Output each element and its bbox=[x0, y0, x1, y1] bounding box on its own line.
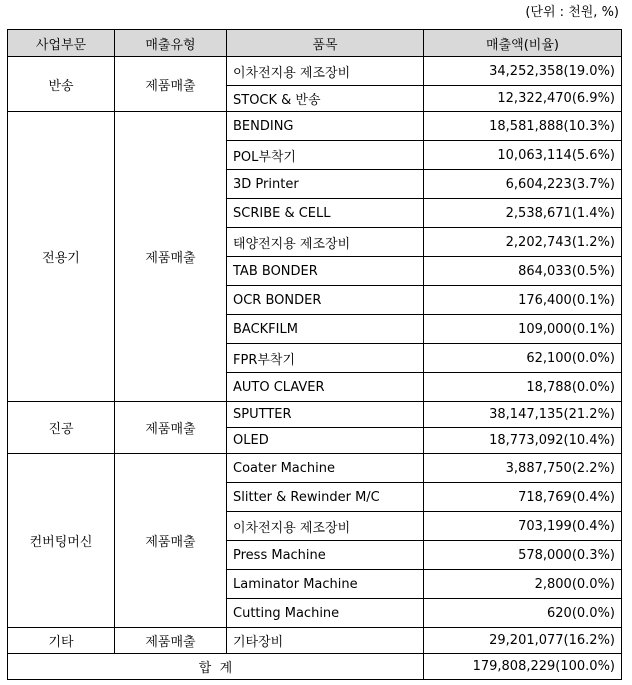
amount-cell: 18,788(0.0%) bbox=[424, 373, 622, 402]
division-cell: 반송 bbox=[8, 57, 115, 112]
division-cell: 기타 bbox=[8, 628, 115, 654]
amount-cell: 864,033(0.5%) bbox=[424, 257, 622, 286]
item-cell: 기타장비 bbox=[227, 628, 424, 654]
header-row bbox=[8, 30, 622, 57]
sales-type-cell: 제품매출 bbox=[115, 112, 227, 402]
amount-cell: 62,100(0.0%) bbox=[424, 344, 622, 373]
item-cell: OLED bbox=[227, 428, 424, 454]
total-amount: 179,808,229(100.0%) bbox=[424, 654, 622, 680]
item-cell: 이차전지용 제조장비 bbox=[227, 512, 424, 541]
item-cell: Cutting Machine bbox=[227, 599, 424, 628]
sales-type-cell: 제품매출 bbox=[115, 454, 227, 628]
amount-cell: 29,201,077(16.2%) bbox=[424, 628, 622, 654]
item-cell: Press Machine bbox=[227, 541, 424, 570]
division-cell: 컨버팅머신 bbox=[8, 454, 115, 628]
header-amount: 매출액(비율) bbox=[424, 30, 622, 57]
item-cell: TAB BONDER bbox=[227, 257, 424, 286]
header-division: 사업부문 bbox=[8, 30, 115, 57]
sales-type-cell: 제품매출 bbox=[115, 57, 227, 112]
amount-cell: 6,604,223(3.7%) bbox=[424, 170, 622, 199]
item-cell: 이차전지용 제조장비 bbox=[227, 57, 424, 86]
sales-type-cell: 제품매출 bbox=[115, 402, 227, 454]
item-cell: SCRIBE & CELL bbox=[227, 199, 424, 228]
table-row bbox=[8, 112, 622, 141]
amount-cell: 2,202,743(1.2%) bbox=[424, 228, 622, 257]
amount-cell: 18,581,888(10.3%) bbox=[424, 112, 622, 141]
amount-cell: 718,769(0.4%) bbox=[424, 483, 622, 512]
amount-cell: 10,063,114(5.6%) bbox=[424, 141, 622, 170]
division-cell: 전용기 bbox=[8, 112, 115, 402]
amount-cell: 703,199(0.4%) bbox=[424, 512, 622, 541]
item-cell: FPR부착기 bbox=[227, 344, 424, 373]
sales-type-cell: 제품매출 bbox=[115, 628, 227, 654]
amount-cell: 12,322,470(6.9%) bbox=[424, 86, 622, 112]
item-cell: AUTO CLAVER bbox=[227, 373, 424, 402]
amount-cell: 578,000(0.3%) bbox=[424, 541, 622, 570]
amount-cell: 620(0.0%) bbox=[424, 599, 622, 628]
header-sales-type: 매출유형 bbox=[115, 30, 227, 57]
amount-cell: 3,887,750(2.2%) bbox=[424, 454, 622, 483]
unit-note: (단위 : 천원, %) bbox=[525, 5, 619, 20]
item-cell: Laminator Machine bbox=[227, 570, 424, 599]
item-cell: BACKFILM bbox=[227, 315, 424, 344]
table-row bbox=[8, 402, 622, 428]
division-cell: 진공 bbox=[8, 402, 115, 454]
header-item: 품목 bbox=[227, 30, 424, 57]
item-cell: OCR BONDER bbox=[227, 286, 424, 315]
total-label: 합 계 bbox=[8, 654, 424, 680]
item-cell: SPUTTER bbox=[227, 402, 424, 428]
table-row bbox=[8, 57, 622, 86]
item-cell: POL부착기 bbox=[227, 141, 424, 170]
amount-cell: 38,147,135(21.2%) bbox=[424, 402, 622, 428]
amount-cell: 2,800(0.0%) bbox=[424, 570, 622, 599]
item-cell: BENDING bbox=[227, 112, 424, 141]
amount-cell: 176,400(0.1%) bbox=[424, 286, 622, 315]
item-cell: STOCK & 반송 bbox=[227, 86, 424, 112]
table-row bbox=[8, 628, 622, 654]
item-cell: 태양전지용 제조장비 bbox=[227, 228, 424, 257]
amount-cell: 18,773,092(10.4%) bbox=[424, 428, 622, 454]
total-row bbox=[8, 654, 622, 680]
amount-cell: 109,000(0.1%) bbox=[424, 315, 622, 344]
item-cell: 3D Printer bbox=[227, 170, 424, 199]
table-row bbox=[8, 454, 622, 483]
item-cell: Slitter & Rewinder M/C bbox=[227, 483, 424, 512]
amount-cell: 34,252,358(19.0%) bbox=[424, 57, 622, 86]
sales-table bbox=[7, 29, 622, 680]
item-cell: Coater Machine bbox=[227, 454, 424, 483]
amount-cell: 2,538,671(1.4%) bbox=[424, 199, 622, 228]
